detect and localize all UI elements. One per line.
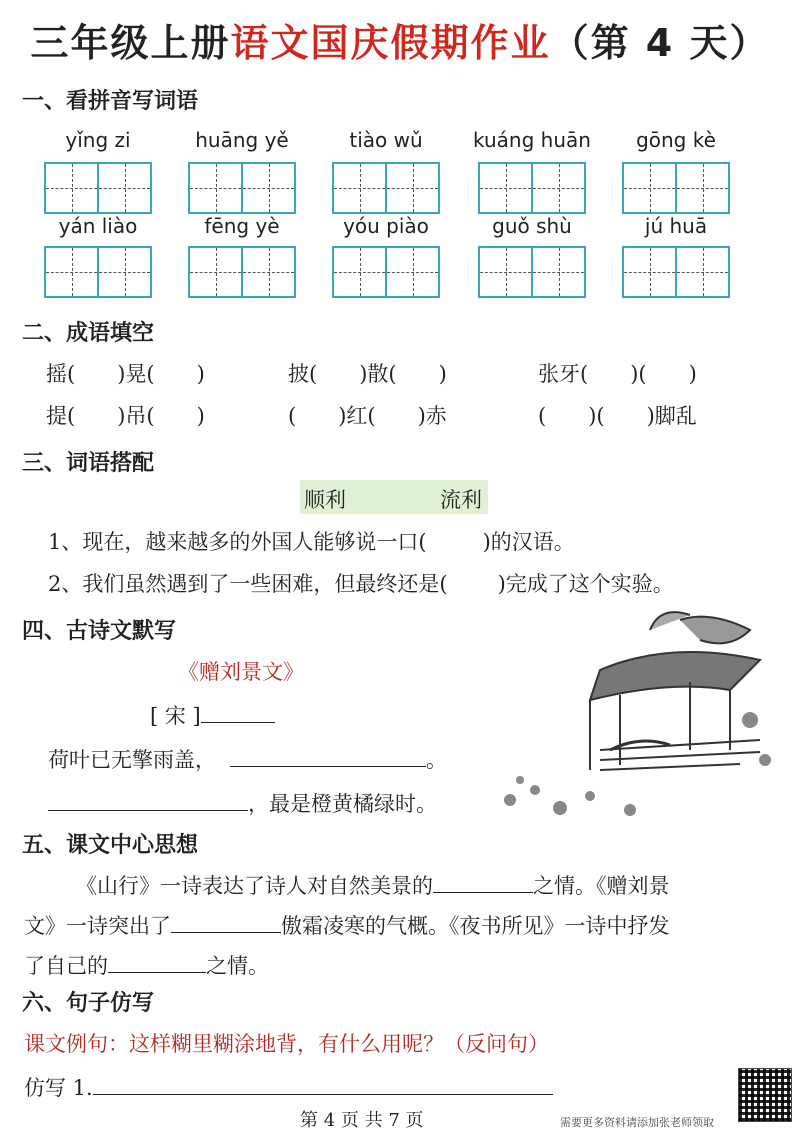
writing-grid[interactable] [44, 162, 152, 214]
word-choice-2: 流利 [440, 488, 482, 512]
word-choice-1: 顺利 [304, 488, 346, 512]
section-5-heading: 五、课文中心思想 [22, 833, 199, 858]
summary-line-2 [24, 910, 670, 940]
pinyin-5: gōng kè [636, 128, 716, 152]
poem-line-2-text: ，最是橙黄橘绿时。 [248, 792, 437, 816]
poem-line-2 [48, 788, 437, 818]
writing-grid[interactable] [478, 162, 586, 214]
summary-2a: 文》一诗突出了 [24, 914, 171, 938]
poem-line-1-text: 荷叶已无擎雨盖， [48, 748, 216, 772]
summary-1b: 之情。《赠刘景 [533, 874, 670, 898]
summary-3b: 之情。 [206, 954, 269, 978]
poem-dynasty: [ 宋 ] [150, 704, 201, 728]
qr-code-icon [738, 1068, 792, 1122]
footer-note: 需要更多资料请添加张老师领取 [560, 1116, 714, 1129]
poem-line-1-end: 。 [426, 748, 447, 772]
writing-grid[interactable] [44, 246, 152, 298]
pinyin-8: yóu piào [343, 214, 429, 238]
summary-line-1 [76, 870, 670, 900]
section-1-heading: 一、看拼音写词语 [22, 89, 199, 114]
title-highlight: 语文国庆假期作业 [230, 21, 551, 65]
section-3-heading: 三、词语搭配 [22, 451, 155, 476]
match-q1-start: 1、现在，越来越多的外国人能够说一口( [48, 530, 427, 554]
writing-grid[interactable] [478, 246, 586, 298]
title-suffix: （第 4 天） [550, 21, 770, 65]
summary-2b: 傲霜凌寒的气概。《夜书所见》一诗中抒发 [281, 914, 670, 938]
match-q2-end: )完成了这个实验。 [497, 572, 674, 596]
author-blank[interactable] [201, 700, 275, 723]
pinyin-10: jú huā [644, 214, 708, 238]
pinyin-9: guǒ shù [492, 214, 572, 238]
example-sentence: 课文例句：这样糊里糊涂地背，有什么用呢？（反问句） [24, 1032, 549, 1056]
page-number: 第 4 页 共 7 页 [300, 1110, 424, 1131]
writing-grid[interactable] [332, 246, 440, 298]
pinyin-4: kuáng huān [473, 128, 591, 152]
summary-blank-1[interactable] [433, 870, 533, 893]
poem-title: 《赠刘景文》 [178, 660, 304, 684]
writing-grid[interactable] [622, 246, 730, 298]
summary-1a: 《山行》一诗表达了诗人对自然美景的 [76, 874, 433, 898]
imitation-label: 仿写 1. [24, 1076, 93, 1100]
match-q2-start: 2、我们虽然遇到了一些困难，但最终还是( [48, 572, 448, 596]
summary-blank-2[interactable] [171, 910, 281, 933]
imitation-blank[interactable] [93, 1072, 553, 1095]
page-title [0, 12, 800, 67]
pinyin-3: tiào wǔ [349, 128, 423, 152]
writing-grid[interactable] [332, 162, 440, 214]
poem-dynasty-line [150, 700, 275, 730]
pinyin-7: fēng yè [204, 214, 280, 238]
match-question-2 [48, 568, 674, 598]
pavilion-illustration [490, 600, 780, 830]
writing-grid[interactable] [188, 162, 296, 214]
idiom-2[interactable]: 披( )散( ) [288, 362, 447, 386]
section-4-heading: 四、古诗文默写 [22, 619, 177, 644]
summary-blank-3[interactable] [108, 950, 206, 973]
summary-line-3 [24, 950, 269, 980]
title-prefix: 三年级上册 [30, 21, 231, 65]
pinyin-2: huāng yě [195, 128, 289, 152]
pinyin-6: yán liào [58, 214, 138, 238]
poem-blank-1[interactable] [230, 744, 426, 767]
idiom-6[interactable]: ( )( )脚乱 [538, 404, 697, 428]
imitation-line [24, 1072, 553, 1102]
pinyin-1: yǐng zi [65, 128, 131, 152]
match-q1-end: )的汉语。 [482, 530, 575, 554]
idiom-5[interactable]: ( )红( )赤 [288, 404, 447, 428]
idiom-1[interactable]: 摇( )晃( ) [46, 362, 205, 386]
idiom-4[interactable]: 提( )吊( ) [46, 404, 205, 428]
writing-grid[interactable] [622, 162, 730, 214]
poem-line-1 [48, 744, 447, 774]
section-2-heading: 二、成语填空 [22, 321, 155, 346]
poem-blank-2[interactable] [48, 788, 248, 811]
idiom-3[interactable]: 张牙( )( ) [538, 362, 697, 386]
section-6-heading: 六、句子仿写 [22, 991, 155, 1016]
writing-grid[interactable] [188, 246, 296, 298]
summary-3a: 了自己的 [24, 954, 108, 978]
match-question-1 [48, 526, 575, 556]
